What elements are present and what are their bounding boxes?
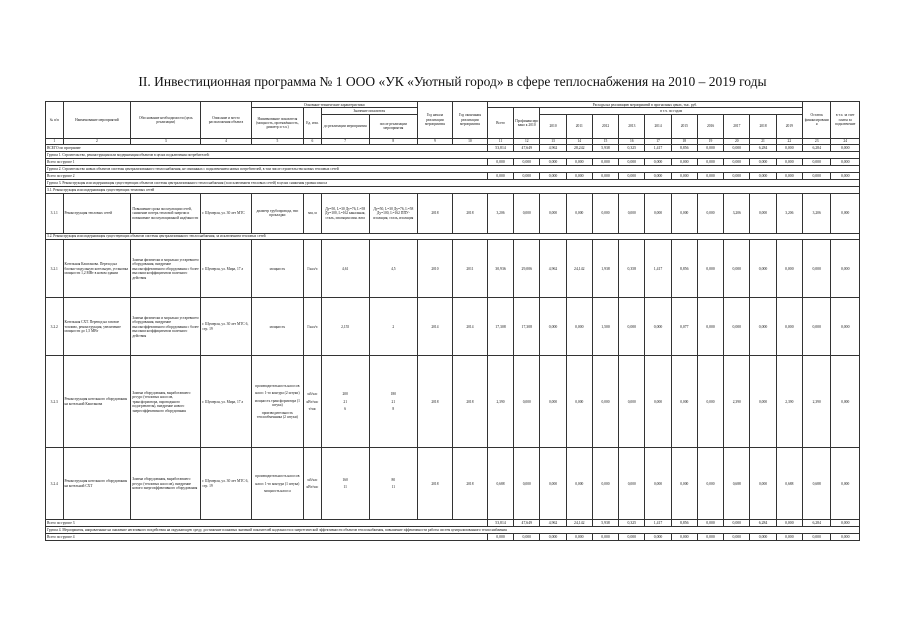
value-cell: 53,814 <box>487 520 513 527</box>
value-cell: 0,000 <box>803 298 831 356</box>
value-cell: 0,358 <box>619 240 645 298</box>
group1-row: Группа 1. Строительство, реконструкция или модернизация объектов в целях подключения потребителей: <box>46 152 860 159</box>
row-3-2-2 <box>46 298 860 356</box>
year-2017: 2017 <box>724 114 750 138</box>
cell-object: г. Шумерля, ул. 30 лет МТС 6, стр. 19 <box>201 298 251 356</box>
value-cell: 0,000 <box>671 159 697 166</box>
cell-tech: мощность <box>251 240 304 298</box>
value-cell: 0,000 <box>566 159 592 166</box>
header-incl-years: в т.ч. по годам <box>540 108 803 114</box>
value-cell: 0,000 <box>803 240 831 298</box>
group3-total-row <box>46 520 860 527</box>
column-number: 23 <box>803 138 831 144</box>
column-number: 7 <box>321 138 369 144</box>
value-cell: 0,000 <box>540 159 566 166</box>
header-tech-name: Наименование показателя (мощность, протяжённость, диаметр и т.п.) <box>251 108 304 138</box>
year-2014: 2014 <box>645 114 671 138</box>
value-cell: 1,417 <box>645 240 671 298</box>
value-cell: 0,000 <box>619 534 645 541</box>
year-2013: 2013 <box>619 114 645 138</box>
column-number: 2 <box>63 138 131 144</box>
value-cell: 0,000 <box>514 534 540 541</box>
value-cell: 24,142 <box>566 520 592 527</box>
value-cell: 6,284 <box>803 520 831 527</box>
value-cell: 0,000 <box>592 173 618 180</box>
header-before: до реализации мероприятия <box>321 114 369 138</box>
value-cell: 6,284 <box>750 520 776 527</box>
value-cell: 0,000 <box>776 298 802 356</box>
value-cell: 8,856 <box>671 520 697 527</box>
column-number: 15 <box>592 138 618 144</box>
value-cell: 0,000 <box>697 159 723 166</box>
value-cell: 0,000 <box>724 298 750 356</box>
value-cell: 4,962 <box>540 520 566 527</box>
header-main-tech: Основные технические характеристики <box>251 102 417 108</box>
column-number: 5 <box>251 138 304 144</box>
value-cell: 0,000 <box>697 520 723 527</box>
value-cell: 0,000 <box>697 240 723 298</box>
value-cell: 0,000 <box>487 173 513 180</box>
column-number: 24 <box>831 138 860 144</box>
total-program-row <box>46 145 860 152</box>
value-cell: 0,000 <box>724 534 750 541</box>
value-cell: 6,284 <box>750 145 776 152</box>
column-number: 14 <box>566 138 592 144</box>
value-cell: 0,000 <box>645 534 671 541</box>
value-cell: 0,000 <box>803 159 831 166</box>
page-title: II. Инвестиционная программа № 1 ООО «УК «Уютный город» в сфере теплоснабжения на 2010 – 2019 годы <box>138 74 767 89</box>
year-2015: 2015 <box>671 114 697 138</box>
value-cell: 0,000 <box>831 298 860 356</box>
header-end-year: Год окончания реализации мероприятия <box>452 102 487 139</box>
group4-total-row <box>46 534 860 541</box>
value-cell: 0,000 <box>831 520 860 527</box>
column-number: 3 <box>131 138 201 144</box>
cell-reason: Замена физически и морально устаревшего оборудования, внедрение высокоэффективного оборудования с более высоким коэффициентом полезного действия <box>131 298 201 356</box>
value-cell: 0,000 <box>540 173 566 180</box>
cell-before: 2,155 <box>321 298 369 356</box>
header-object: Описание и место расположения объекта <box>201 102 251 139</box>
cell-num: 3.2.2 <box>46 298 64 356</box>
year-2018: 2018 <box>750 114 776 138</box>
year-2010: 2010 <box>540 114 566 138</box>
year-2012: 2012 <box>592 114 618 138</box>
header-value: Значение показателя <box>321 108 417 114</box>
header-reason: Обоснование необходимости (цель реализации) <box>131 102 201 139</box>
cell-tech: мощность <box>251 298 304 356</box>
value-cell: 5,938 <box>592 145 618 152</box>
value-cell: 0,000 <box>697 534 723 541</box>
value-cell: 0,000 <box>487 534 513 541</box>
value-cell: 0,000 <box>514 159 540 166</box>
cell-unit: Гкал/ч <box>304 240 322 298</box>
cell-unit: Гкал/ч <box>304 298 322 356</box>
header-num: № п/п <box>46 102 64 139</box>
value-cell: 0,000 <box>831 145 860 152</box>
header-unit: Ед. изм. <box>304 108 322 138</box>
group3-row: Группа 3. Реконструкция или модернизация существующих объектов системы централизованного теплоснабжения (за исключением тепловых сетей) в целях снижения уровня износа <box>46 180 860 187</box>
header-after: после реализации мероприятия <box>369 114 417 138</box>
value-cell: 0,000 <box>645 173 671 180</box>
value-cell: 4,962 <box>540 240 566 298</box>
value-cell: 47,649 <box>514 145 540 152</box>
year-2019: 2019 <box>776 114 802 138</box>
value-cell: 0,000 <box>645 159 671 166</box>
value-cell: 0,000 <box>776 145 802 152</box>
cell-object: г. Шумерля, ул. Мира, 17 а <box>201 240 251 298</box>
subgroup-32-row: 3.2. Реконструкция или модернизация существующих объектов системы централизованного теплоснабжения, за исключением тепловых сетей <box>46 233 860 239</box>
row-label: Всего по группе 1 <box>46 159 488 166</box>
header-fin-before: Профинансировано к 2010 <box>514 108 540 138</box>
value-cell: 1,938 <box>592 240 618 298</box>
group2-row: Группа 2. Строительство новых объектов системы централизованного теплоснабжения, не связанных с подключением новых потребителей, в том числе строительство новых тепловых сетей <box>46 166 860 173</box>
column-number: 16 <box>619 138 645 144</box>
value-cell: 0,000 <box>750 298 776 356</box>
value-cell: 0,325 <box>619 145 645 152</box>
value-cell: 28,242 <box>566 145 592 152</box>
value-cell: 47,649 <box>514 520 540 527</box>
year-2011: 2011 <box>566 114 592 138</box>
value-cell: 0,000 <box>566 298 592 356</box>
column-number: 12 <box>514 138 540 144</box>
row-label: Всего по группе 3 <box>46 520 488 527</box>
column-number: 4 <box>201 138 251 144</box>
cell-end: 2014 <box>452 298 487 356</box>
column-number: 6 <box>304 138 322 144</box>
cell-reason: Замена физически и морально устаревшего оборудования, внедрение высокоэффективного оборудования с более высоким коэффициентом полезного действия <box>131 240 201 298</box>
cell-start: 2010 <box>417 240 452 298</box>
column-number: 19 <box>697 138 723 144</box>
row-label: Всего по группе 2 <box>46 173 488 180</box>
value-cell: 30,936 <box>487 240 513 298</box>
value-cell: 53,814 <box>487 145 513 152</box>
value-cell: 0,000 <box>645 298 671 356</box>
cell-num: 3.2.1 <box>46 240 64 298</box>
value-cell: 0,000 <box>619 159 645 166</box>
value-cell: 0,000 <box>671 173 697 180</box>
value-cell: 0,000 <box>776 173 802 180</box>
column-number: 11 <box>487 138 513 144</box>
column-number: 9 <box>417 138 452 144</box>
value-cell: 0,000 <box>487 159 513 166</box>
row-3-1-1: 3.1.1 Реконструкция тепловых сетей Повышение срока эксплуатации сетей, снижение потерь тепловой энергии и повышение эксплуатационной надёжности г. Шумерля, ул. 30 лет МТС диаметр трубопровода, тип прокладки мм, м Ду=50, L=30 Ду=76, L=58 Ду=100, L=162 канальная, сталь, изоляция мин. вата Ду=50, L=30 Ду=76, L=58 Ду=100, L=162 ППУ-изоляция, сталь, изоляция 2018 2018 3,206 0,000 0,000 0,000 0,000 0,000 0,000 0,000 0,000 3,206 0,000 3,206 3,206 0,000 <box>46 193 860 233</box>
value-cell: 0,000 <box>831 159 860 166</box>
value-cell: 0,000 <box>831 240 860 298</box>
cell-name: Котельная Каштанова. Переход на блочно-модульную котельную, установка мощности 1,2 МВт в новом здании <box>63 240 131 298</box>
value-cell: 0,000 <box>619 298 645 356</box>
value-cell: 8,856 <box>671 240 697 298</box>
row-3-2-4: 3.2.4 Реконструкция котельного оборудования на котельной СХТ Замена оборудования, выработавшего ресурс (тепловых насосов), внедрение нового энергоэффективного оборудования г. Шумерля, ул. 30 лет МТС 6, стр. 19 производительность насосов насос 1-го контура (1 штука) мощность насоса м3/час кВт/час 160 11 80 11 2018 2018 0,688 0,000 0,000 0,000 0,000 0,000 0,000 0,000 0,000 0,688 0,000 0,688 0,688 0,000 <box>46 448 860 520</box>
value-cell: 0,000 <box>750 240 776 298</box>
value-cell: 17,308 <box>514 298 540 356</box>
subgroup-31-row: 3.1. Реконструкция или модернизация существующих тепловых сетей <box>46 187 860 193</box>
value-cell: 0,000 <box>803 173 831 180</box>
value-cell: 0,000 <box>592 159 618 166</box>
value-cell: 0,000 <box>750 159 776 166</box>
value-cell: 0,000 <box>697 173 723 180</box>
value-cell: 0,000 <box>540 298 566 356</box>
column-number: 8 <box>369 138 417 144</box>
value-cell: 0,000 <box>697 145 723 152</box>
value-cell: 0,000 <box>776 240 802 298</box>
group2-total-row <box>46 173 860 180</box>
cell-after: 4,5 <box>369 240 417 298</box>
value-cell: 0,000 <box>566 534 592 541</box>
value-cell: 0,000 <box>540 534 566 541</box>
value-cell: 0,000 <box>776 534 802 541</box>
value-cell: 24,142 <box>566 240 592 298</box>
value-cell: 1,417 <box>645 145 671 152</box>
value-cell: 8,856 <box>671 145 697 152</box>
cell-start: 2014 <box>417 298 452 356</box>
value-cell: 0,000 <box>831 173 860 180</box>
value-cell: 0,000 <box>724 159 750 166</box>
group1-total-row <box>46 159 860 166</box>
value-cell: 0,000 <box>750 534 776 541</box>
value-cell: 0,000 <box>514 173 540 180</box>
header-start-year: Год начала реализации мероприятия <box>417 102 452 139</box>
column-number: 10 <box>452 138 487 144</box>
value-cell: 1,417 <box>645 520 671 527</box>
column-number: 1 <box>46 138 64 144</box>
value-cell: 1,500 <box>592 298 618 356</box>
header-total: Всего <box>487 108 513 138</box>
cell-after: 2 <box>369 298 417 356</box>
value-cell: 6,284 <box>803 145 831 152</box>
row-3-2-3: 3.2.3 Реконструкция котельного оборудования на котельной Каштанова Замена оборудования, выработавшего ресурс (тепловых насосов, трансформатора, пароводяного подогревателя), внедрение нового энергоэффективного оборудования г. Шумерля, ул. Мира, 17 а производительность насосов насос 1-го контура (2 штуки) мощность трансформатора (1 штука) производительность теплообменника (2 штуки) м3/час кВт/час т/час 200 21 6 180 21 8 2018 2018 2,390 0,000 0,000 0,000 0,000 0,000 0,000 0,000 0,000 2,390 0,000 2,390 2,390 0,000 <box>46 356 860 448</box>
value-cell: 17,308 <box>487 298 513 356</box>
value-cell: 0,000 <box>724 240 750 298</box>
value-cell: 0,000 <box>724 145 750 152</box>
value-cell: 0,000 <box>724 173 750 180</box>
value-cell: 0,000 <box>750 173 776 180</box>
cell-before: 4,61 <box>321 240 369 298</box>
header-fin-rest: Остаток финансирования <box>803 102 831 139</box>
value-cell: 0,077 <box>671 298 697 356</box>
value-cell: 0,000 <box>776 520 802 527</box>
value-cell: 0,000 <box>566 173 592 180</box>
column-number: 18 <box>671 138 697 144</box>
column-number: 20 <box>724 138 750 144</box>
row-label: ВСЕГО по программе <box>46 145 488 152</box>
cell-end: 2011 <box>452 240 487 298</box>
value-cell: 0,000 <box>831 534 860 541</box>
group4-row: Группа 4. Мероприятия, направленные на снижение негативного воздействия на окружающую среду, достижение плановых значений показателей надежности и энергетической эффективности объектов теплоснабжения, повышение эффективности работы систем централизованного теплоснабжения <box>46 527 860 534</box>
value-cell: 29,006 <box>514 240 540 298</box>
header-incl-borrow: в т.ч. за счет платы за подключение <box>831 102 860 139</box>
header-cost: Расходы на реализацию мероприятий в прогнозных ценах, тыс. руб. <box>487 102 802 108</box>
column-number: 13 <box>540 138 566 144</box>
value-cell: 4,962 <box>540 145 566 152</box>
row-3-2-1 <box>46 240 860 298</box>
column-number: 22 <box>776 138 802 144</box>
column-number: 17 <box>645 138 671 144</box>
value-cell: 0,000 <box>671 534 697 541</box>
column-number: 21 <box>750 138 776 144</box>
value-cell: 0,000 <box>592 534 618 541</box>
value-cell: 5,938 <box>592 520 618 527</box>
year-2016: 2016 <box>697 114 723 138</box>
cell-name: Котельная СХТ. Перевод на газовое топливо, реконструкция, увеличение мощности до 1,5 МВт <box>63 298 131 356</box>
value-cell: 0,000 <box>724 520 750 527</box>
row-label: Всего по группе 4 <box>46 534 488 541</box>
investment-program-table <box>45 101 860 541</box>
value-cell: 0,000 <box>697 298 723 356</box>
value-cell: 0,000 <box>803 534 831 541</box>
value-cell: 0,000 <box>776 159 802 166</box>
value-cell: 0,000 <box>619 173 645 180</box>
header-name: Наименование мероприятий <box>63 102 131 139</box>
value-cell: 0,325 <box>619 520 645 527</box>
